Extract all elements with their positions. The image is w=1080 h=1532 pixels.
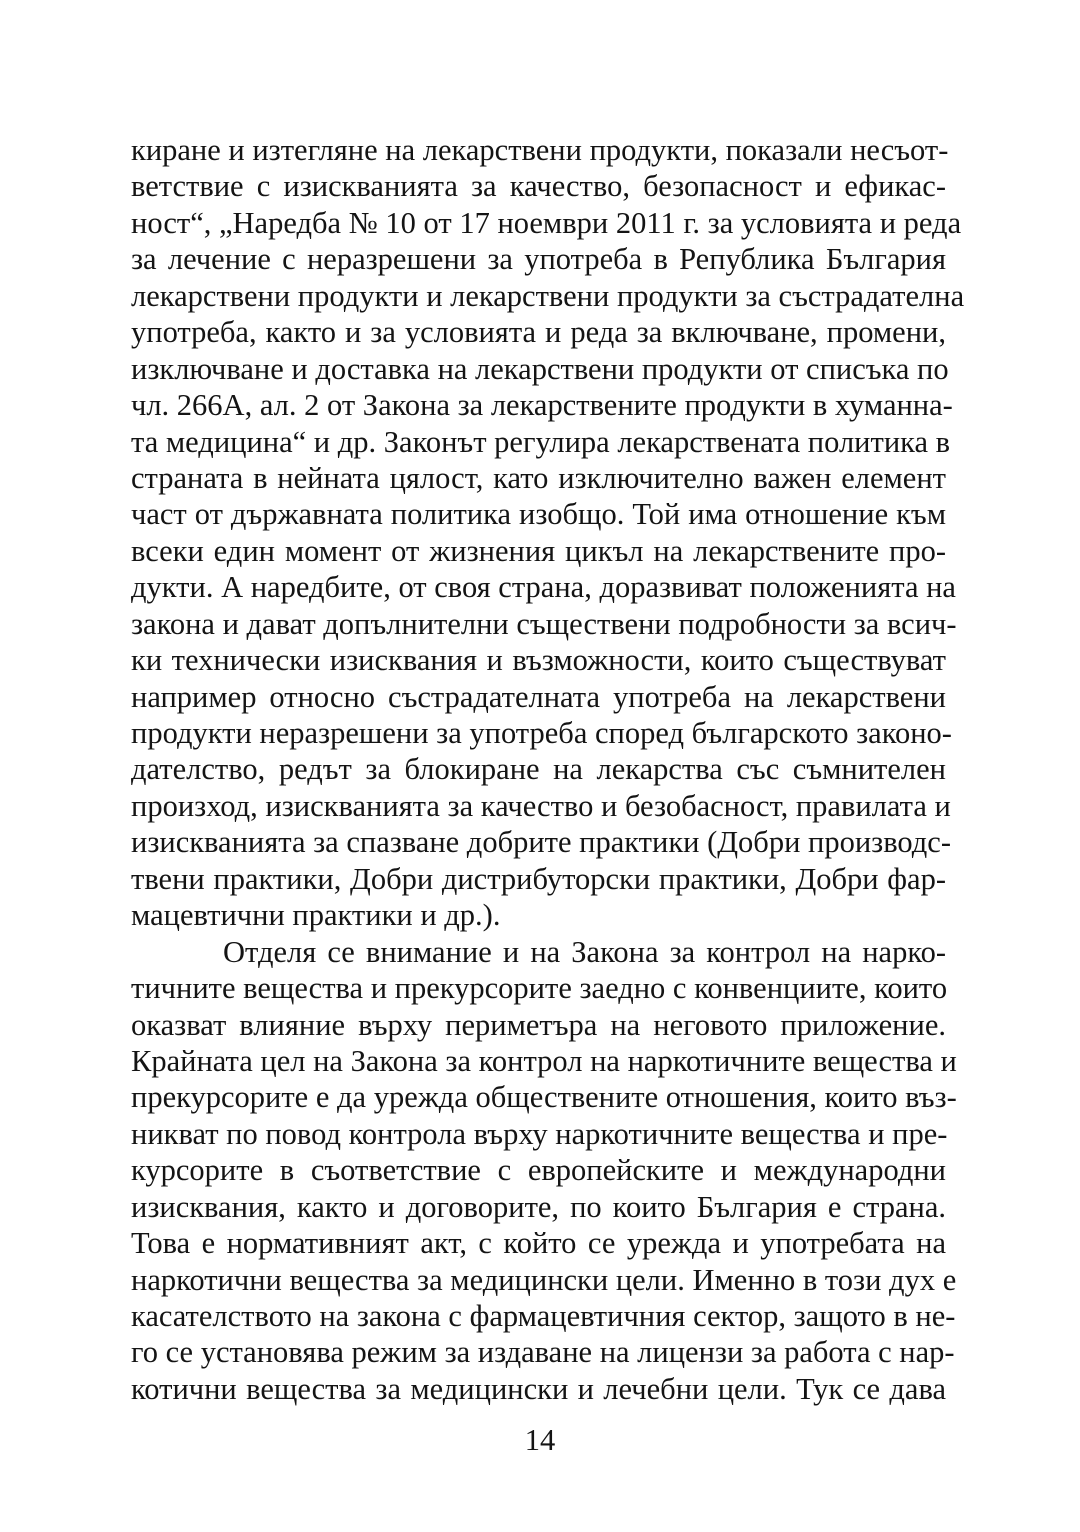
text-line: оказват влияние върху периметъра на неговото приложение.	[131, 1007, 946, 1042]
text-line: за лечение с неразрешени за употреба в Република България	[131, 242, 946, 277]
text-line: курсорите в съответствие с европейските и международни	[131, 1153, 946, 1188]
text-line: например относно състрадателната употреба на лекарствени	[131, 679, 946, 714]
text-line: Крайната цел на Закона за контрол на наркотичните вещества и	[131, 1043, 957, 1078]
text-line: изисквания, както и договорите, по които България е страна.	[131, 1189, 946, 1224]
text-line: продукти неразрешени за употреба според българското законо-	[131, 716, 952, 750]
text-line: ки технически изисквания и възможности, които съществуват	[131, 643, 946, 678]
text-line: ност“, „Наредба № 10 от 17 ноември 2011 г. за условията и реда	[131, 205, 962, 240]
paragraph-end-line: мацевтични практики и др.).	[131, 898, 501, 933]
text-line: част от държавната политика изобщо. Той има отношение към	[131, 497, 946, 532]
text-line: всеки един момент от жизнения цикъл на лекарствените про-	[131, 533, 946, 568]
text-line: дателство, редът за блокиране на лекарства със съмнителен	[131, 752, 946, 787]
text-line: закона и дават допълнителни съществени подробности за всич-	[131, 606, 957, 641]
text-line: киране и изтегляне на лекарствени продукти, показали несъот-	[131, 133, 949, 167]
text-line: тичните вещества и прекурсорите заедно с конвенциите, които	[131, 971, 948, 1006]
text-line: дукти. А наредбите, от своя страна, доразвиват положенията на	[131, 570, 956, 605]
body-text	[131, 132, 965, 1407]
text-line: изключване и доставка на лекарствени продукти от списъка по	[131, 351, 949, 386]
text-line: прекурсорите е да урежда обществените отношения, които въз-	[131, 1080, 957, 1115]
text-line: твени практики, Добри дистрибуторски практики, Добри фар-	[131, 861, 946, 896]
text-line: чл. 266А, ал. 2 от Закона за лекарствените продукти в хуманна-	[131, 388, 953, 423]
text-line: касателството на закона с фармацевтичния сектор, защото в не-	[131, 1299, 956, 1333]
text-line: ветствие с изискванията за качество, безопасност и ефикас-	[131, 169, 946, 204]
paragraph-start-line: Отделя се внимание и на Закона за контрол на нарко-	[223, 934, 946, 969]
page-number: 14	[524, 1423, 556, 1457]
text-line: произход, изискванията за качество и безобасност, правилата и	[131, 788, 951, 823]
text-line: изискванията за спазване добрите практики (Добри производс-	[131, 825, 951, 860]
text-line: та медицина“ и др. Законът регулира лекарствената политика в	[131, 424, 951, 459]
text-line: употреба, както и за условията и реда за включване, промени,	[131, 315, 946, 350]
text-line: страната в нейната цялост, като изключително важен елемент	[131, 460, 946, 495]
text-line: наркотични вещества за медицински цели. Именно в този дух е	[131, 1262, 957, 1297]
text-line: котични вещества за медицински и лечебни цели. Тук се дава	[131, 1371, 946, 1406]
text-line: го се установява режим за издаване на лицензи за работа с нар-	[131, 1335, 955, 1370]
text-line: лекарствени продукти и лекарствени продукти за състрадателна	[131, 278, 965, 313]
text-line: никват по повод контрола върху наркотичните вещества и пре-	[131, 1116, 948, 1151]
text-line: Това е нормативният акт, с който се урежда и употребата на	[131, 1226, 946, 1261]
